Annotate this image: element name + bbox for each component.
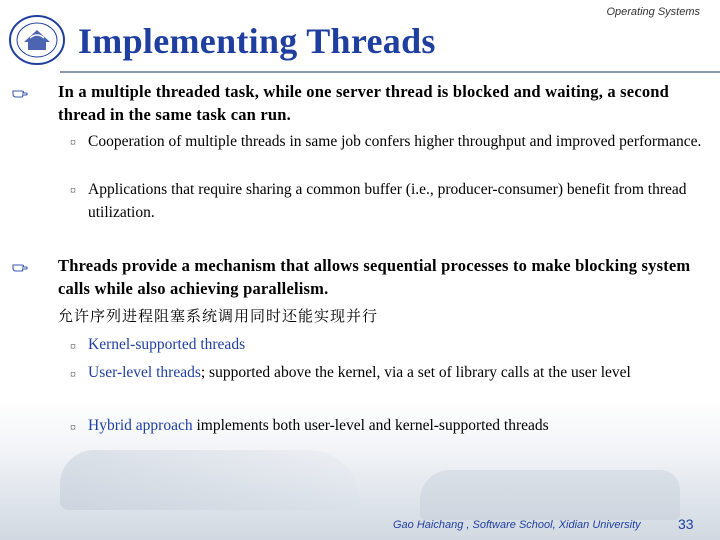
user-threads-term: User-level threads [88,364,201,381]
bullet-2-chinese-note: 允许序列进程阻塞系统调用同时还能实现并行 [58,307,379,325]
footer-author: Gao Haichang , Software School, Xidian University [393,519,641,531]
bullet-2-sub-2 [88,361,708,384]
currency-sign-icon: ¤ [70,135,76,149]
page-number: 33 [678,516,694,532]
course-label: Operating Systems [606,6,700,18]
pointing-hand-icon [12,261,28,273]
bullet-2-text: Threads provide a mechanism that allows sequential processes to make blocking system calls while also achieving parallelism. [58,256,691,298]
bullet-1-sub-2: Applications that require sharing a common buffer (i.e., producer-consumer) benefit from thread utilization. [88,181,687,221]
currency-sign-icon: ¤ [70,367,76,381]
bullet-2-sub-1 [88,333,708,356]
currency-sign-icon: ¤ [70,183,76,197]
sub-3-rest: implements both user-level and kernel-supported threads [192,417,549,434]
slide-title: Implementing Threads [78,21,436,61]
currency-sign-icon: ¤ [70,339,76,353]
pointing-hand-icon [12,87,28,99]
kernel-threads-term: Kernel-supported threads [88,336,246,353]
sub-2-rest: ; supported above the kernel, via a set of library calls at the user level [200,364,631,381]
bullet-2-sub-3 [88,414,708,437]
currency-sign-icon: ¤ [70,420,76,434]
bullet-1-sub-1: Cooperation of multiple threads in same job confers higher throughput and improved performance. [88,133,702,150]
hybrid-approach-term: Hybrid approach [88,417,193,434]
bullet-1-text: In a multiple threaded task, while one server thread is blocked and waiting, a second thread in the same task can run. [58,82,670,124]
